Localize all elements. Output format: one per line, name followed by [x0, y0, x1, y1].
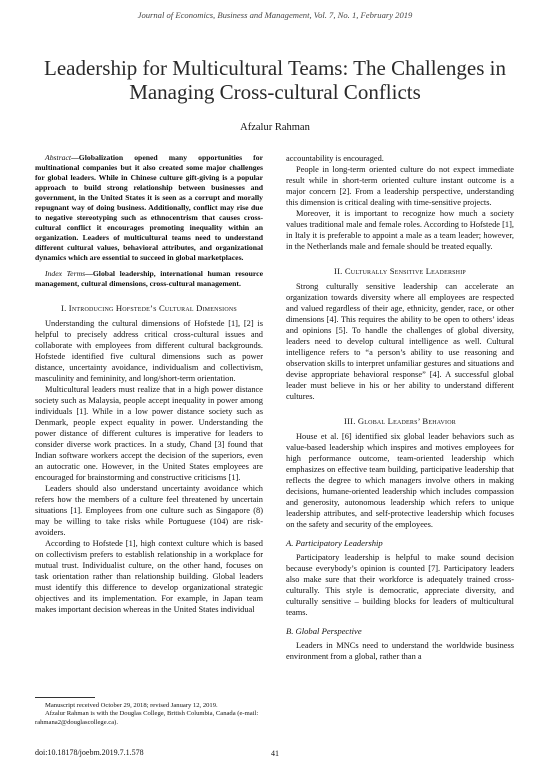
subsection-b-paragraph: Leaders in MNCs need to understand the worldwide business environment from a global, rather than a	[286, 641, 514, 661]
subsection-heading-b: B. Global Perspective	[286, 626, 362, 636]
section1-paragraph: Leaders should also understand uncertainty avoidance which refers how the members of a culture feel threatened by uncertain situations [1]. Employees from one culture such as Singapore (8) may be willing to take risks while Portuguese (104) are risk-avoiders.	[35, 484, 263, 537]
body-paragraph: People in long-term oriented culture do not expect immediate result while in short-term oriented culture instant outcome is a major concern [2]. From a leadership perspective, understanding this dimension is critical dealing with time-sensitive projects.	[286, 165, 514, 207]
body-paragraph: Moreover, it is important to recognize how much a society values traditional male and female roles. According to Hofstede [1], in Italy it is preferable to appoint a male as a team leader; however, in the Netherlands male and female should be treated equally.	[286, 209, 514, 251]
section-heading-1: I. Introducing Hofstede’s Cultural Dimensions	[61, 303, 237, 313]
index-terms-text: —Global leadership, international human resource management, cultural dimensions, cross-cultural management.	[35, 269, 263, 288]
section1-paragraph: Understanding the cultural dimensions of Hofstede [1], [2] is helpful to precisely address critical cross-cultural issues and collaborate with employees from different cultural backgrounds. Hofstede identified five cultural dimensions such as power distance, uncertainty avoidance, individualism and collectivism, masculinity and femininity, and long/short-term orientation.	[35, 319, 263, 383]
page-number: 41	[271, 749, 279, 758]
paper-title: Leadership for Multicultural Teams: The Challenges in Managing Cross-cultural Conflicts	[44, 56, 506, 104]
section1-paragraph: According to Hofstede [1], high context culture which is based on collectivism prefers to establish relationship in a workplace for mutual trust. Individualist culture, on the other hand, focuses on task orientation rather than relationship building. Global leaders must identify this difference to develop organizational strategic objectives and its implementation. For example, in Japan team makes important decision whereas in the United States individual	[35, 539, 263, 614]
subsection-heading-a: A. Participatory Leadership	[286, 538, 383, 548]
left-column	[35, 153, 263, 615]
footnote	[35, 702, 263, 727]
section1-paragraph: Multicultural leaders must realize that in a high power distance society such as Malaysia, people accept inequality in power among individuals [1]. While in a low power distance society such as Denmark, people expect equality in power. Understanding the power distance of different cultures is imperative for leaders to consider diverse work practices. In a study, Chand [3] found that Indian software workers accept the decision of the superiors, even an autocratic one. However, in the United States employees are encouraged for brainstorming and constructive criticisms [1].	[35, 385, 263, 482]
subsection-a-paragraph: Participatory leadership is helpful to make sound decision because everybody’s opinion is counted [7]. Participatory leaders also make sure that their workforce is adequately trained cross-culturally. This style is democratic, appreciate diversity, and culturally sensitive – building blocks for leaders of multicultural teams.	[286, 553, 514, 617]
journal-header: Journal of Economics, Business and Management, Vol. 7, No. 1, February 2019	[137, 10, 413, 20]
right-column	[286, 153, 514, 662]
doi: doi:10.18178/joebm.2019.7.1.578	[35, 748, 144, 757]
paper-author: Afzalur Rahman	[240, 122, 310, 133]
index-terms	[35, 269, 263, 289]
section3-paragraph: House et al. [6] identified six global leader behaviors such as value-based leadership which inspires and motives employees for high performance outcome, team-oriented leadership which emphasizes on effective team building, participative leadership that reflects the degree to which managers involve others in making decisions, humane-oriented leadership which includes compassion and generosity, autonomous leadership which refers to unique leadership attributes, and self-protective leadership which focuses on the safety and security of the employees.	[286, 432, 514, 529]
index-terms-label: Index Terms	[45, 269, 86, 278]
footnote-divider	[35, 697, 95, 698]
footnote-affiliation: Afzalur Rahman is with the Douglas College, British Columbia, Canada (e-mail: rahmana2@douglascollege.ca).	[35, 710, 259, 726]
abstract	[35, 153, 263, 263]
section-heading-3: III. Global Leaders’ Behavior	[344, 416, 456, 426]
abstract-label: Abstract	[45, 153, 72, 162]
section2-paragraph: Strong culturally sensitive leadership can accelerate an organization towards diversity where all employees are respected and valued regardless of their age, ethnicity, gender, race, or other dimensions [4]. This requires the ability to be open to others’ ideas and opinions [5]. To handle the challenges of global diversity, leaders need to develop cultural intelligence as well. Cultural intelligence refers to “a person’s ability to use reasoning and observation skills to interpret unfamiliar gestures and situations and devise appropriate behavioral response” [4]. A successful global leader must believe in his or her ability to understand different cultures.	[286, 282, 514, 401]
footnote-received: Manuscript received October 29, 2018; revised January 12, 2019.	[45, 702, 218, 709]
continued-paragraph: accountability is encouraged.	[286, 154, 384, 163]
section-heading-2: II. Culturally Sensitive Leadership	[334, 266, 466, 276]
abstract-text: —Globalization opened many opportunities for multinational companies but it also created some major challenges for global leaders. While in Chinese culture gift-giving is a popular approach to build strong relationship between businesses and government, in the United States it is seen as a corrupt and morally repugnant way of doing business. Additionally, conflict may rise due to negative stereotyping such as ethnocentrism that causes cross-cultural conflict it encourages promoting inequality within an organization. Leaders of multicultural teams need to understand different cultural values, behavioral attributes, and organizational dynamics which are essential to succeed in global marketplaces.	[35, 153, 263, 262]
